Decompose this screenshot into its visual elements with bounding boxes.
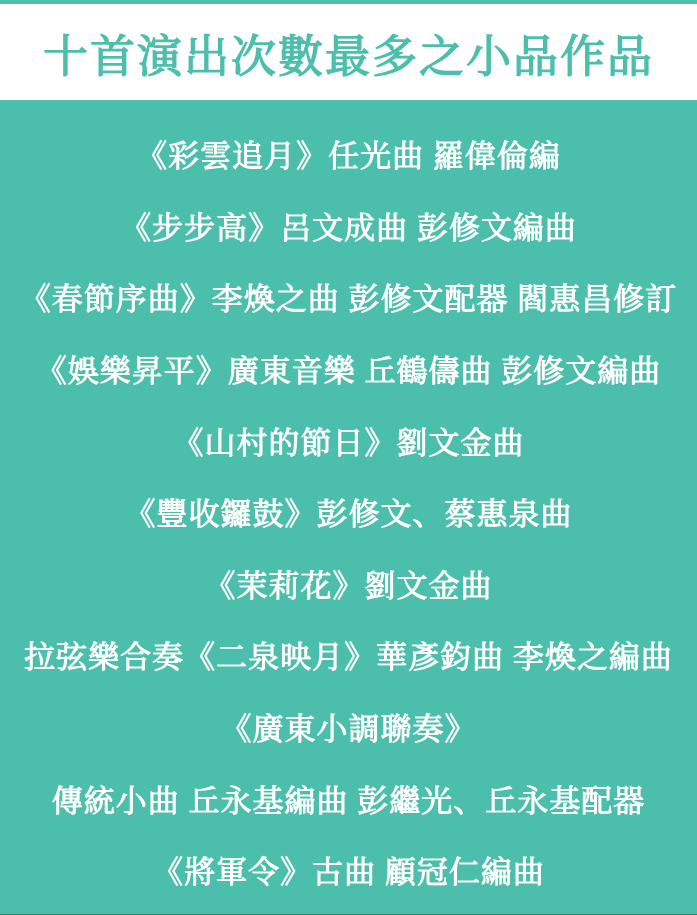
work-item-8: 拉弦樂合奏《二泉映月》華彥鈞曲 李煥之編曲 — [24, 640, 673, 676]
work-item-10a: 傳統小曲 丘永基編曲 彭繼光、丘永基配器 — [51, 783, 646, 819]
page-title: 十首演出次數最多之小品作品 — [42, 31, 654, 82]
work-item-4: 《娛樂昇平》廣東音樂 丘鶴儔曲 彭修文編曲 — [35, 354, 662, 390]
works-list — [0, 100, 697, 915]
work-item-2: 《步步高》呂文成曲 彭修文編曲 — [120, 210, 577, 246]
work-item-1: 《彩雲追月》任光曲 羅偉倫編 — [136, 139, 561, 175]
work-item-10b: 《將軍令》古曲 顧冠仁編曲 — [152, 855, 545, 891]
work-item-3: 《春節序曲》李煥之曲 彭修文配器 閻惠昌修訂 — [19, 282, 678, 318]
work-item-5: 《山村的節日》劉文金曲 — [172, 425, 525, 461]
work-item-7: 《茉莉花》劉文金曲 — [204, 568, 493, 604]
work-item-6: 《豐收鑼鼓》彭修文、蔡惠泉曲 — [124, 497, 573, 533]
header — [0, 4, 697, 100]
work-item-9: 《廣東小調聯奏》 — [220, 712, 477, 748]
